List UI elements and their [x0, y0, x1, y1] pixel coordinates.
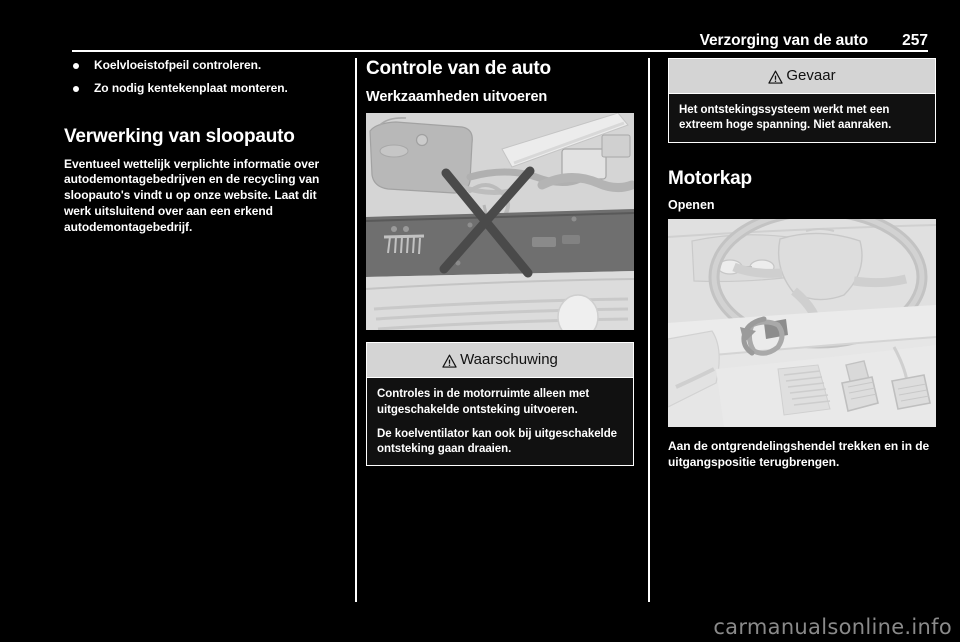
footwell-figure [668, 219, 936, 427]
warning-triangle-icon [768, 70, 783, 84]
warning-notice-header [367, 343, 633, 378]
section-heading-hood: Motorkap [668, 167, 752, 189]
list-item-label: Koelvloeistofpeil controleren. [94, 58, 262, 72]
content-columns [64, 58, 936, 604]
header-chapter-title: Verzorging van de auto [699, 31, 868, 49]
scrap-disposal-paragraph: Eventueel wettelijk verplichte informatie over autodemontagebedrijven en de recycling van sloopauto's vindt u op onze website. Laat dit werk uitsluitend over aan een erkend autodemontagebedrijf. [64, 156, 320, 234]
warning-paragraph: Controles in de motorruimte alleen met uitgeschakelde ontsteking uitvoeren. [377, 388, 590, 416]
site-watermark: carmanualsonline.info [713, 615, 952, 639]
column-left [64, 58, 332, 604]
section-heading-scrap-disposal: Verwerking van sloopauto [64, 125, 295, 147]
subsection-heading-open: Openen [668, 198, 715, 213]
bullet-dot-icon [73, 63, 79, 69]
footwell-hood-release-illustration [668, 219, 936, 427]
spacer [668, 155, 936, 168]
section-heading-vehicle-check: Controle van de auto [366, 58, 551, 79]
warning-notice-body [367, 378, 633, 465]
warning-notice-title: Waarschuwing [460, 351, 558, 369]
engine-compartment-illustration [366, 113, 634, 330]
danger-notice-body [669, 94, 935, 142]
list-item [64, 58, 332, 74]
header-divider [72, 50, 928, 52]
column-middle [366, 58, 634, 604]
column-divider-right [648, 58, 650, 602]
hood-release-paragraph: Aan de ontgrendelingshendel trekken en in de uitgangspositie terugbrengen. [668, 439, 930, 470]
danger-paragraph: Het ontstekingssysteem werkt met een extreem hoge spanning. Niet aanraken. [679, 104, 892, 132]
checklist [64, 58, 332, 97]
danger-notice [668, 58, 936, 143]
page-number: 257 [902, 31, 928, 49]
subsection-heading-perform-work: Werkzaamheden uitvoeren [366, 88, 548, 105]
list-item [64, 81, 332, 97]
danger-notice-title: Gevaar [786, 67, 836, 84]
warning-triangle-icon [442, 354, 457, 368]
danger-notice-header [669, 59, 935, 94]
spacer [64, 104, 332, 126]
bullet-dot-icon [73, 86, 79, 92]
warning-notice [366, 342, 634, 466]
engine-compartment-figure [366, 113, 634, 330]
page-header [72, 22, 928, 48]
column-right [668, 58, 936, 604]
list-item-label: Zo nodig kentekenplaat monteren. [94, 80, 288, 95]
column-divider-left [355, 58, 357, 602]
warning-paragraph: De koelventilator kan ook bij uitgeschakelde ontsteking gaan draaien. [377, 427, 618, 456]
